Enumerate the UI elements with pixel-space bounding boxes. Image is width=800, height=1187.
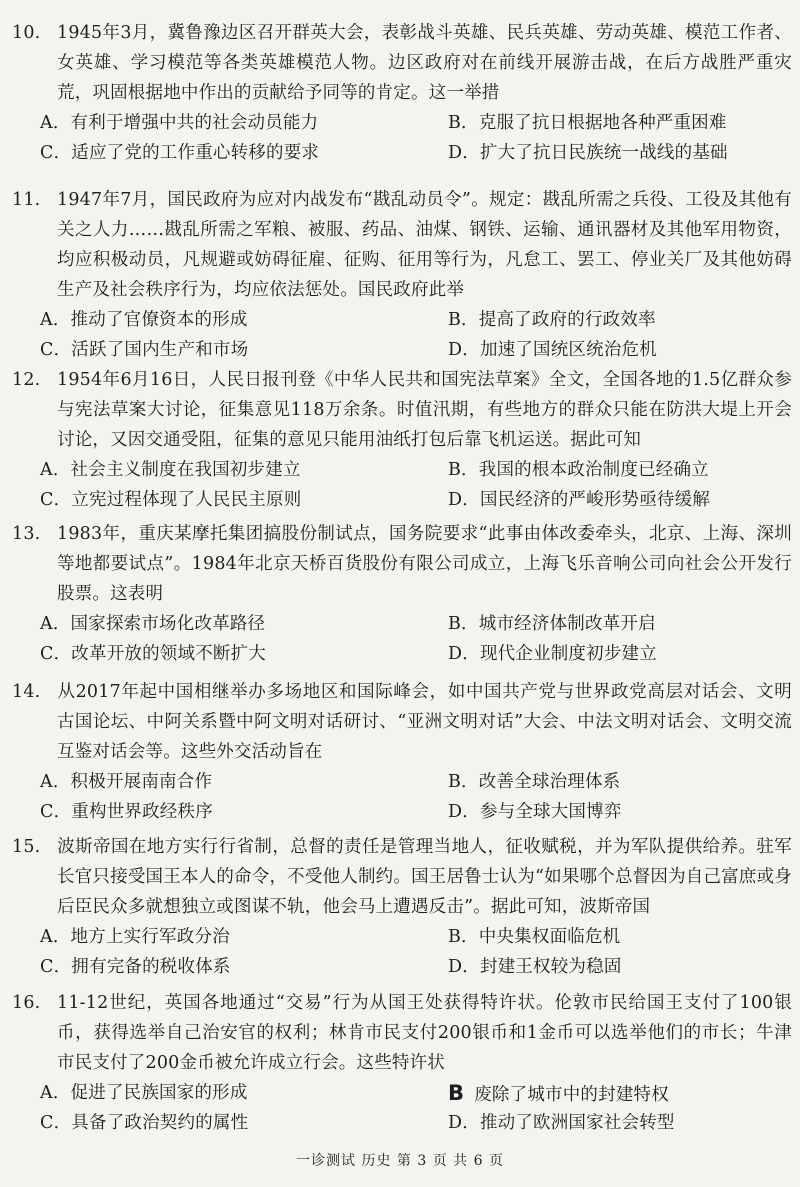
option-text: 参与全球大国博弈 [479, 802, 622, 822]
option-d [448, 952, 622, 982]
option-text: 社会主义制度在我国初步建立 [70, 460, 301, 480]
option-letter: B． [448, 927, 479, 947]
option-letter: A． [40, 113, 71, 133]
option-letter: C． [40, 1113, 72, 1133]
question-text: 1983年，重庆某摩托集团搞股份制试点，国务院要求“此事由体改委牵头，北京、上海、深圳等地都要试点”。1984年北京天桥百货股份有限公司成立，上海飞乐音响公司向社会公开发行股票。这表明 [57, 524, 792, 604]
question-16 [12, 988, 792, 1138]
option-text: 现代企业制度初步建立 [479, 644, 657, 664]
options [12, 609, 792, 669]
question-text: 1954年6月16日，人民日报刊登《中华人民共和国宪法草案》全文，全国各地的1.5亿群众参与宪法草案大讨论，征集意见118万余条。时值汛期，有些地方的群众只能在防洪大堤上开会讨论，又因交通受阻，征集的意见只能用油纸打包后靠飞机运送。据此可知 [57, 370, 792, 450]
option-letter: A． [40, 1083, 71, 1103]
option-text: 城市经济体制改革开启 [478, 614, 656, 634]
options [12, 922, 792, 982]
option-text: 适应了党的工作重心转移的要求 [71, 143, 320, 163]
question-text: 11-12世纪，英国各地通过“交易”行为从国王处获得特许状。伦敦市民给国王支付了100银币，获得选举自己治安官的权利；林肯市民支付200银币和1金币可以选举他们的市长；牛津市民支付了200金币被允许成立行会。这些特许状 [57, 993, 792, 1073]
option-b [448, 1078, 669, 1108]
option-c [40, 335, 248, 365]
question-number: 12. [12, 370, 41, 390]
option-letter: B． [448, 614, 479, 634]
option-letter: A． [40, 614, 71, 634]
option-c [40, 639, 266, 669]
option-b [448, 767, 620, 797]
option-a [40, 108, 318, 138]
question-stem [12, 832, 792, 922]
option-letter: A． [40, 927, 71, 947]
options [12, 108, 792, 168]
option-b [448, 455, 709, 485]
option-letter: D． [448, 1113, 480, 1133]
question-stem [12, 519, 792, 609]
option-text: 中央集权面临危机 [478, 927, 621, 947]
option-text: 废除了城市中的封建特权 [474, 1085, 669, 1105]
option-letter: C． [40, 644, 72, 664]
option-letter: D． [448, 644, 480, 664]
option-letter: C． [40, 957, 72, 977]
option-letter: C． [40, 802, 72, 822]
question-text: 1947年7月，国民政府为应对内战发布“戡乱动员令”。规定：戡乱所需之兵役、工役及其他有关之人力……戡乱所需之军粮、被服、药品、油煤、钢铁、运输、通讯器材及其他军用物资，均应积极动员，凡规避或妨碍征雇、征购、征用等行为，凡怠工、罢工、停业关厂及其他妨碍生产及社会秩序行为，均应依法惩处。国民政府此举 [57, 190, 792, 300]
option-text: 推动了欧洲国家社会转型 [479, 1113, 675, 1133]
options [12, 305, 792, 365]
question-12 [12, 365, 792, 515]
options [12, 1078, 792, 1138]
question-stem [12, 988, 792, 1078]
option-d [448, 335, 657, 365]
option-d [448, 138, 728, 168]
option-a [40, 767, 212, 797]
question-text: 波斯帝国在地方实行行省制，总督的责任是管理当地人，征收赋税，并为军队提供给养。驻军长官只接受国王本人的命令，不受他人制约。国王居鲁士认为“如果哪个总督因为自己富庶或身后臣民众多就想独立或图谋不轨，他会马上遭遇反击”。据此可知，波斯帝国 [57, 837, 792, 917]
question-number: 16. [12, 993, 41, 1013]
option-text: 加速了国统区统治危机 [479, 340, 657, 360]
option-a [40, 609, 265, 639]
question-11 [12, 185, 792, 365]
option-text: 国民经济的严峻形势亟待缓解 [479, 490, 711, 510]
option-text: 国家探索市场化改革路径 [70, 614, 266, 634]
option-letter: A． [40, 310, 71, 330]
question-stem [12, 18, 792, 108]
option-a [40, 922, 230, 952]
question-10 [12, 18, 792, 168]
question-number: 10. [12, 23, 41, 43]
option-c [40, 952, 231, 982]
option-text: 重构世界政经秩序 [71, 802, 213, 822]
option-d [448, 485, 710, 515]
option-b [448, 609, 656, 639]
question-text: 从2017年起中国相继举办多场地区和国际峰会，如中国共产党与世界政党高层对话会、文明古国论坛、中阿关系暨中阿文明对话研讨、“亚洲文明对话”大会、中法文明对话会、文明交流互鉴对话会等。这些外交活动旨在 [57, 682, 792, 762]
option-text: 积极开展南南合作 [70, 772, 213, 792]
option-d [448, 1108, 675, 1138]
option-c [40, 1108, 248, 1138]
option-text: 改革开放的领域不断扩大 [71, 644, 266, 664]
options [12, 455, 792, 515]
option-letter: C． [40, 143, 72, 163]
handwritten-option-letter: B [448, 1081, 465, 1105]
option-b [448, 922, 620, 952]
option-a [40, 455, 301, 485]
option-a [40, 305, 248, 335]
options [12, 767, 792, 827]
question-number: 14. [12, 682, 41, 702]
option-text: 我国的根本政治制度已经确立 [478, 460, 709, 480]
question-number: 11. [12, 190, 41, 210]
question-stem [12, 677, 792, 767]
option-text: 促进了民族国家的形成 [70, 1083, 248, 1103]
question-14 [12, 677, 792, 827]
question-number: 15. [12, 837, 41, 857]
option-letter: A． [40, 460, 71, 480]
option-c [40, 485, 301, 515]
question-stem [12, 185, 792, 305]
option-c [40, 138, 319, 168]
option-letter: C． [40, 340, 72, 360]
option-letter: C． [40, 490, 72, 510]
question-15 [12, 832, 792, 982]
option-letter: D． [448, 340, 480, 360]
option-text: 拥有完备的税收体系 [71, 957, 231, 977]
option-letter: D． [448, 802, 480, 822]
option-letter: B． [448, 113, 479, 133]
question-13 [12, 519, 792, 669]
question-stem [12, 365, 792, 455]
option-letter: D． [448, 490, 480, 510]
option-text: 立宪过程体现了人民民主原则 [71, 490, 302, 510]
option-d [448, 797, 622, 827]
option-letter: D． [448, 143, 480, 163]
option-letter: A． [40, 772, 71, 792]
option-b [448, 305, 656, 335]
option-text: 地方上实行军政分治 [70, 927, 230, 947]
option-letter: B． [448, 310, 479, 330]
option-b [448, 108, 727, 138]
option-text: 封建王权较为稳固 [479, 957, 622, 977]
option-letter: D． [448, 957, 480, 977]
page-footer: 一诊测试 历史 第 3 页 共 6 页 [296, 1153, 504, 1169]
option-text: 改善全球治理体系 [478, 772, 621, 792]
option-letter: B． [448, 772, 479, 792]
option-c [40, 797, 213, 827]
question-number: 13. [12, 524, 41, 544]
option-text: 扩大了抗日民族统一战线的基础 [479, 143, 728, 163]
option-a [40, 1078, 248, 1108]
option-d [448, 639, 657, 669]
option-text: 提高了政府的行政效率 [478, 310, 656, 330]
option-text: 活跃了国内生产和市场 [71, 340, 249, 360]
question-text: 1945年3月，冀鲁豫边区召开群英大会，表彰战斗英雄、民兵英雄、劳动英雄、模范工作者、女英雄、学习模范等各类英雄模范人物。边区政府对在前线开展游击战，在后方战胜严重灾荒，巩固根据地中作出的贡献给予同等的肯定。这一举措 [57, 23, 792, 103]
option-text: 具备了政治契约的属性 [71, 1113, 249, 1133]
option-text: 推动了官僚资本的形成 [70, 310, 248, 330]
option-letter: B． [448, 460, 479, 480]
option-text: 有利于增强中共的社会动员能力 [70, 113, 319, 133]
option-text: 克服了抗日根据地各种严重困难 [478, 113, 727, 133]
